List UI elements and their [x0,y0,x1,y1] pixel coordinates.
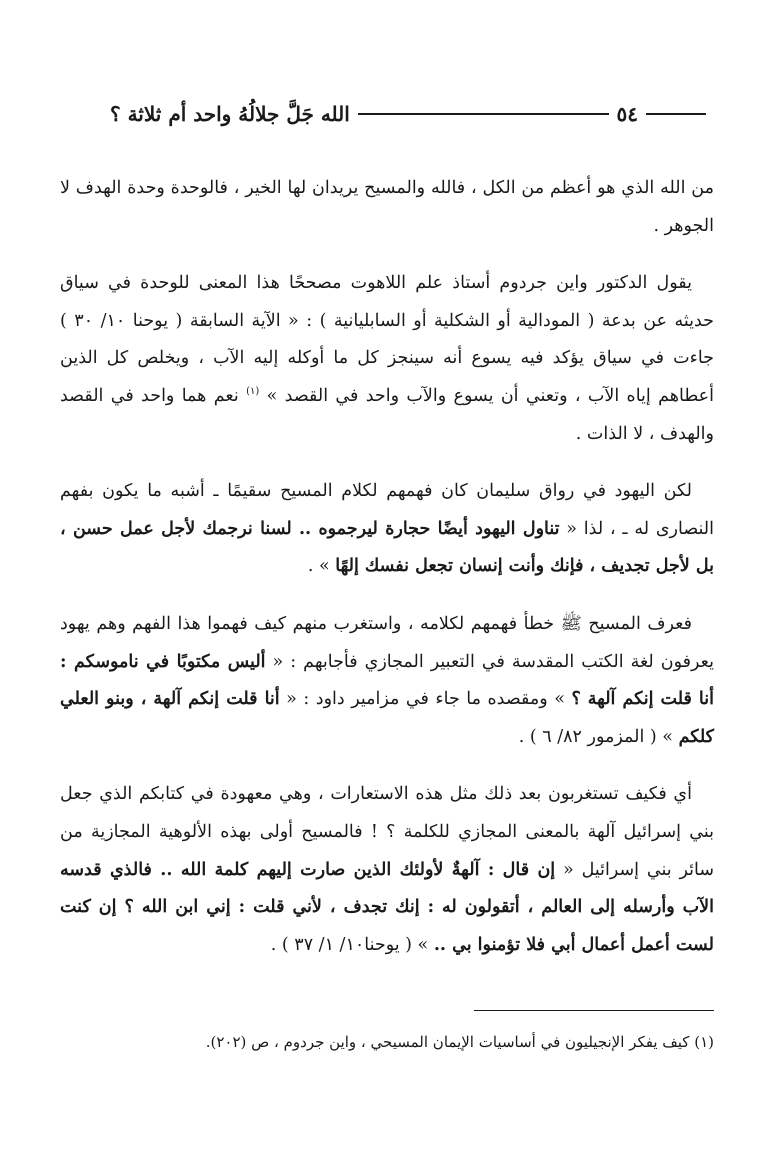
paragraph-3 [60,473,714,586]
running-title: الله جَلَّ جلالُهُ واحد أم ثلاثة ؟ [110,102,350,126]
paragraph-5-tail: » ( يوحنا١٠/ ١/ ٣٧ ) . [270,934,434,955]
footnote-separator [474,1010,714,1011]
paragraph-4-quote-1: أليس مكتوبًا في ناموسكم : أنا قلت إنكم آلهة ؟ [60,651,714,710]
paragraph-2 [60,265,714,453]
footnote-ref[interactable]: (١) [246,386,260,398]
paragraph-4-tail: » ( المزمور ٨٢/ ٦ ) . [518,726,679,747]
header-rule-middle [358,113,609,115]
running-header [110,96,714,132]
paragraph-5-quote: إن قال : آلهةٌ لأولئك الذين صارت إليهم كلمة الله .. فالذي قدسه الآب وأرسله إلى العالم ، أتقولون له : إنك تجدف ، لأني قلت : إني ابن الله ؟ إن كنت لست أعمل أعمال أبي فلا تؤمنوا بي .. [60,859,714,955]
paragraph-1: من الله الذي هو أعظم من الكل ، فالله والمسيح يريدان لها الخير ، فالوحدة وحدة الهدف لا الجوهر . [60,178,714,236]
paragraph-2-tail: نعم هما واحد في القصد والهدف ، لا الذات . [60,385,714,444]
paragraph-4-mid: » ومقصده ما جاء في مزامير داود : « [279,689,572,710]
page-number: ٥٤ [616,102,638,126]
paragraph-3-lead: لكن اليهود في رواق سليمان كان فهمهم لكلام المسيح سقيمًا ـ أشبه ما يكون بفهم النصارى له ـ ، لذا « [60,481,714,539]
body-text [60,170,714,984]
paragraph-5-lead: أي فكيف تستغربون بعد ذلك مثل هذه الاستعارات ، وهي معهودة في كتابكم الذي جعل بني إسرائيل آلهة بالمعنى المجازي للكلمة ؟ ! فالمسيح أولى بهذه الألوهية المجازية من سائر بني إسرائيل « [60,784,714,880]
paragraph-3-tail: » . [307,556,336,577]
paragraph-4-quote-2: أنا قلت إنكم آلهة ، وبنو العلي كلكم [60,689,714,747]
header-rule-right [646,113,706,115]
paragraph-4 [60,606,714,756]
paragraph-3-quote: تناول اليهود أيضًا حجارة ليرجموه .. لسنا نرجمك لأجل عمل حسن ، بل لأجل تجديف ، فإنك وأنت إنسان تجعل نفسك إلهًا [60,518,714,577]
paragraph-4-lead: فعرف المسيح ﷺ خطأ فهمهم لكلامه ، واستغرب منهم كيف فهموا هذا الفهم وهم يهود يعرفون لغة الكتب المقدسة في التعبير المجازي فأجابهم : « [60,613,714,672]
paragraph-5 [60,776,714,964]
footnote: (١) كيف يفكر الإنجيليون في أساسيات الإيمان المسيحي ، واين جردوم ، ص (٢٠٢). [205,1033,714,1051]
paragraph-2-text: يقول الدكتور واين جردوم أستاذ علم اللاهوت مصححًا هذا المعنى للوحدة في سياق حديثه عن بدعة ( المودالية أو الشكلية أو السابليانية ) : « الآية السابقة ( يوحنا ١٠/ ٣٠ ) جاءت في سياق يؤكد فيه يسوع أنه سينجز كل ما أوكله إليه الآب ، ويخلص كل الذين أعطاهم إياه الآب ، وتعني أن يسوع والآب واحد في القصد » [60,273,714,406]
